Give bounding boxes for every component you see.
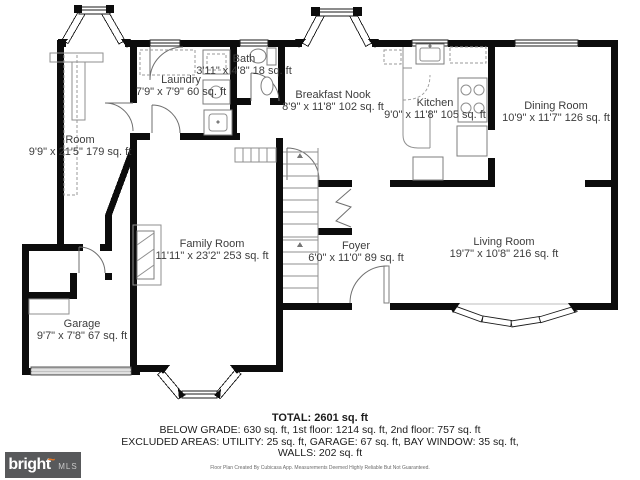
floor-areas: BELOW GRADE: 630 sq. ft, 1st floor: 1214 sq. ft, 2nd floor: 757 sq. ft (159, 424, 481, 436)
walls-area: WALLS: 202 sq. ft (277, 447, 363, 459)
room-label-foyer: Foyer 6'0" x 11'0" 89 sq. ft (308, 240, 404, 264)
garage-shelf-icon (29, 299, 69, 314)
area-summary (0, 412, 640, 471)
brightmls-logo: bright ~ MLS (5, 452, 81, 478)
pantry-closet (413, 157, 443, 180)
room-label-breakfast-nook: Breakfast Nook 8'9" x 11'8" 102 sq. ft (282, 89, 384, 113)
bay-window-room (58, 5, 131, 48)
room-label-living-room: Living Room 19'7" x 10'8" 216 sq. ft (449, 236, 559, 260)
bay-window-living-room (448, 303, 579, 327)
room-label-dining-room: Dining Room 10'9" x 11'7" 126 sq. ft (502, 100, 610, 124)
disclaimer-text: Floor Plan Created By Cubicasa App. Measurements Deemed Highly Reliable But Not Guaranteed. (210, 464, 430, 471)
bathroom-sink-icon (261, 77, 273, 95)
excluded-areas: EXCLUDED AREAS: UTILITY: 25 sq. ft, GARAGE: 67 sq. ft, BAY WINDOW: 35 sq. ft, (121, 435, 519, 448)
room-label-garage: Garage 9'7" x 7'8" 67 sq. ft (36, 318, 128, 342)
fridge-icon (457, 126, 487, 156)
garage-door (31, 367, 131, 375)
room-label-family-room: Family Room 11'11" x 23'2" 253 sq. ft (155, 238, 269, 262)
room-label-room: Room 9'9" x 21'5" 179 sq. ft (28, 134, 132, 158)
bay-window-family-room (156, 365, 243, 399)
room-label-kitchen: Kitchen 9'0" x 11'8" 105 sq. ft (384, 97, 486, 121)
total-area: TOTAL: 2601 sq. ft (271, 412, 369, 424)
room-label-laundry: Laundry 7'9" x 7'9" 60 sq. ft (135, 74, 227, 98)
bay-window-breakfast-nook (295, 7, 379, 48)
room-label-bath: Bath 3'11" x 4'8" 18 sq. ft (196, 53, 292, 77)
closet-bifold-icon (336, 189, 351, 227)
